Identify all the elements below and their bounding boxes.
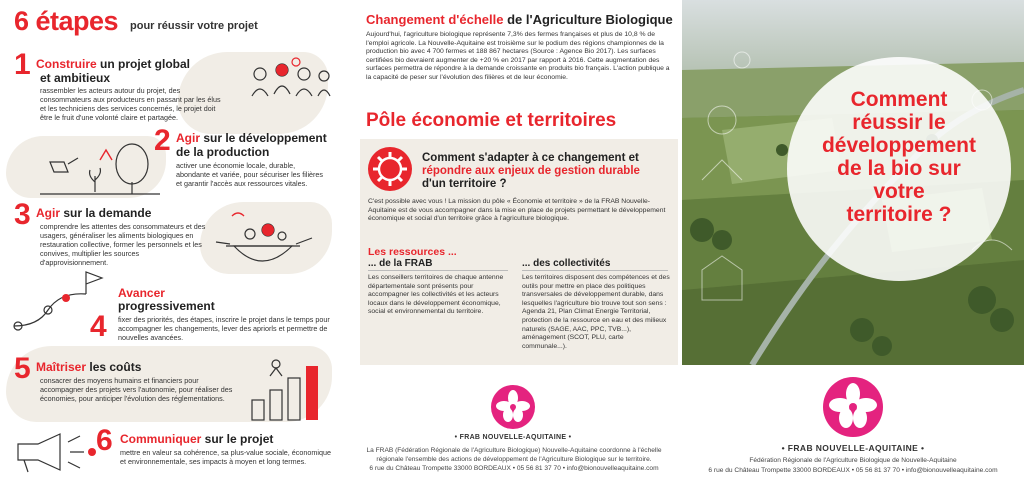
pole-question: [422, 152, 672, 191]
pole-heading: Pôle économie et territoires: [366, 110, 617, 131]
step-6-heading: [120, 433, 273, 446]
question-part1: Comment s'adapter à ce changement et: [422, 152, 639, 164]
info-panel: [340, 0, 682, 484]
step-5-text: consacrer des moyens humains et financiers pour accompagner des projets vers l'autonomie, pour réaliser des économies, pour anticiper l'évolution des réglementations.: [40, 376, 233, 403]
step-3-heading-rest: sur la demande: [60, 206, 152, 220]
people-group-icon: [244, 56, 336, 110]
step-5-heading-rest: les coûts: [86, 360, 142, 374]
watering-tree-icon: [40, 142, 160, 196]
frab-footer-contact: 6 rue du Château Trompette 33000 BORDEAUX • 05 56 81 37 70 • info@bionouvelleaquitaine.com: [369, 465, 659, 472]
change-heading-rest: de l'Agriculture Biologique: [503, 12, 673, 27]
step-1-verb: Construire: [36, 57, 97, 71]
frab-logo-label: • FRAB NOUVELLE-AQUITAINE •: [454, 434, 572, 441]
col-collectivites-rule: [522, 270, 668, 271]
step-2-text: activer une économie locale, durable, abondante et variée, pour sécuriser les filières et garantir l'accès aux ressources vitales.: [176, 161, 324, 188]
growth-bars-icon: [246, 350, 330, 422]
headline-line-1: Comment: [850, 88, 948, 111]
frab-logo-large-icon: [822, 376, 884, 438]
col-collectivites-heading: ... des collectivités: [522, 258, 611, 269]
frab-logo-icon: [490, 384, 536, 430]
cover-panel: [682, 0, 1024, 484]
step-1-heading-rest: un projet global: [96, 57, 191, 71]
step-3-heading: [36, 207, 151, 220]
resources-heading: Les ressources ...: [368, 246, 457, 258]
step-2-verb: Agir: [176, 131, 200, 145]
change-text: Aujourd'hui, l'agriculture biologique représente 7,3% des fermes françaises et plus de 10,8 % de l'emploi agricole. La Nouvelle-Aquitaine est troisième sur le podium des régions championnes de la production bio avec 4 700 fermes et 188 867 hectares (Source : Agence Bio 2017). Les surfaces certifiées bio devraient augmenter de +20 % en 2017 par rapport à 2016. Cette augmentation des surfaces permettra de répondre à la demande croissante en produits bio français. L'action publique a la capacité de peser sur l'évolution des filières et de leur économie.: [366, 31, 670, 81]
step-1-number: 1: [14, 48, 31, 81]
headline-line-3: développement: [821, 134, 977, 157]
change-heading: [366, 12, 673, 27]
step-2-heading-line2: de la production: [176, 145, 270, 159]
step-2-heading: [176, 132, 327, 145]
step-5-number: 5: [14, 352, 31, 385]
step-6-number: 6: [96, 424, 113, 457]
gear-question-icon: [366, 145, 414, 193]
step-1-heading: [36, 58, 190, 71]
headline-line-2: réussir le: [852, 111, 946, 134]
step-3-number: 3: [14, 198, 31, 231]
question-part3: d'un territoire ?: [422, 178, 507, 190]
col-frab-heading: ... de la FRAB: [368, 258, 433, 269]
col-frab-rule: [368, 270, 508, 271]
steps-subtitle: pour réussir votre projet: [130, 20, 258, 32]
question-part2: répondre aux enjeux de gestion durable: [422, 165, 640, 177]
step-4-number: 4: [90, 310, 107, 343]
step-3-text: comprendre les attentes des consommateurs et des usagers, généraliser les aliments biologiques en restauration collective, former les personnels et les convives, multiplier les sources d'approvisionnement.: [40, 222, 206, 267]
col-collectivites-text: Les territoires disposent des compétences et des outils pour mettre en place des politiques transversales de développement durable, dans lesquelles l'agriculture bio trouve tout son sens : Agenda 21, Plan Climat Energie Territorial, protection de la ressource en eau et des milieux naturels (SAGE, AAC, PPC, TVB...), aménagement (SCOT, PLU, carte communale...).: [522, 274, 670, 350]
step-4-text: fixer des priorités, des étapes, inscrire le projet dans le temps pour accompagner les changements, lever des apriorls et permettre de nouvelles avancées.: [118, 315, 330, 342]
headline-line-4: de la bio sur: [837, 157, 961, 180]
steps-panel: [0, 0, 340, 484]
step-6-verb: Communiquer: [120, 432, 202, 446]
headline-line-6: territoire ?: [846, 203, 952, 226]
step-3-verb: Agir: [36, 206, 60, 220]
frab-logo-large-label: • FRAB NOUVELLE-AQUITAINE •: [781, 443, 925, 453]
step-1-text: rassembler les acteurs autour du projet, des consommateurs aux producteurs en passant par les élus et les techniciens des services concernés, le projet doit être le fruit d'une volonté claire et partagée.: [40, 86, 221, 122]
headline-line-5: votre: [873, 180, 925, 203]
step-5-heading: [36, 361, 141, 374]
col-frab-text: Les conseillers territoires de chaque antenne départementale sont présents pour accompagner les collectivités et les acteurs locaux dans le développement économique, social et environnemental du territoire.: [368, 274, 504, 316]
step-2-number: 2: [154, 124, 171, 157]
cooking-pot-icon: [212, 206, 320, 274]
change-heading-red: Changement d'échelle: [366, 12, 504, 27]
step-1-heading-line2: et ambitieux: [40, 71, 111, 85]
megaphone-icon: [8, 430, 98, 474]
step-6-text: mettre en valeur sa cohérence, sa plus-value sociale, économique et environnementale, ses impacts à moyen et long termes.: [120, 448, 331, 466]
step-2-heading-rest: sur le développement: [200, 131, 327, 145]
cover-footer: Fédération Régionale de l'Agriculture Biologique de Nouvelle-Aquitaine: [749, 457, 957, 464]
cover-headline: [787, 88, 1011, 226]
step-5-verb: Maîtriser: [36, 360, 87, 374]
frab-footer: La FRAB (Fédération Régionale de l'Agriculture Biologique) Nouvelle-Aquitaine coordonne à l'échelle régionale l'ensemble des actions de développement de l'Agriculture Biologique sur le territoire.: [366, 447, 662, 463]
pole-intro: C'est possible avec vous ! La mission du pôle « Économie et territoire » de la FRAB Nouvelle-Aquitaine est de vous accompagner dans la mise en place de projets permettant le développement économique et social d'un territoire grâce à l'agriculture biologique.: [368, 198, 666, 223]
step-4-heading-line2: progressivement: [118, 299, 215, 313]
step-6-heading-rest: sur le projet: [201, 432, 274, 446]
step-4-verb: Avancer: [118, 286, 165, 300]
cover-footer-contact: 6 rue du Château Trompette 33000 BORDEAUX • 05 56 81 37 70 • info@bionouvelleaquitaine.com: [708, 467, 998, 474]
steps-title: 6 étapes: [14, 6, 119, 36]
